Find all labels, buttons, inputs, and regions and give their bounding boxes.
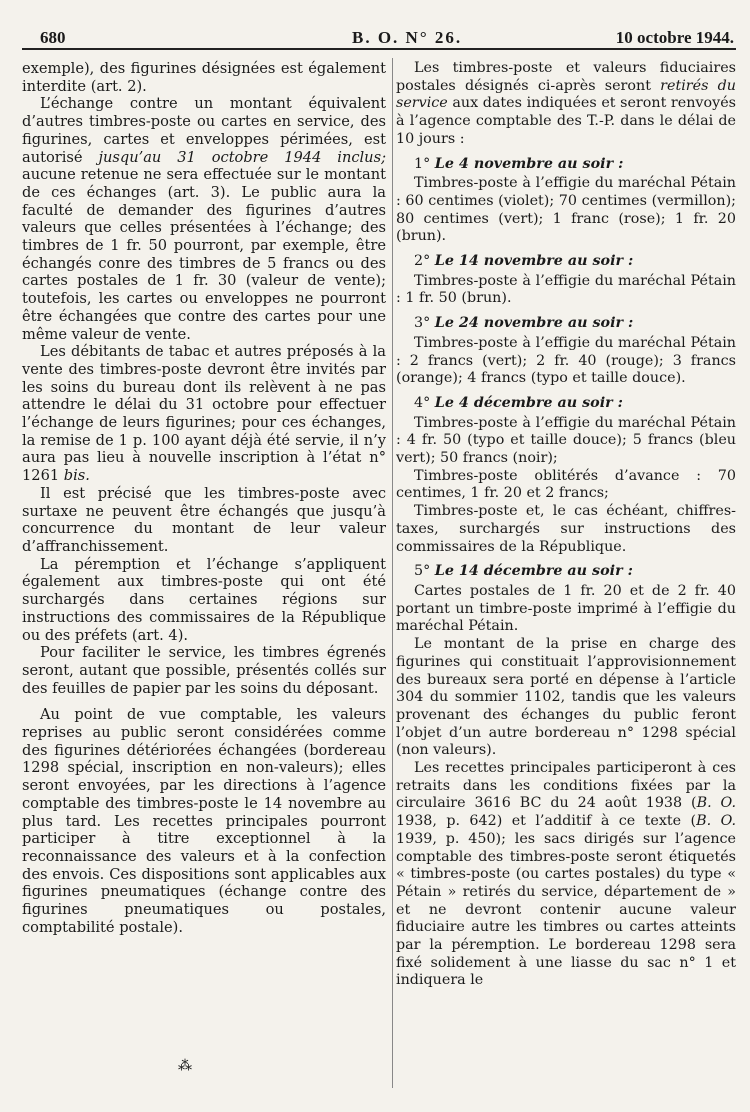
date-heading-4: 4° Le 4 décembre au soir : (414, 394, 623, 411)
date-heading-5: 5° Le 14 décembre au soir : (414, 563, 633, 580)
date-heading-3: 3° Le 24 novembre au soir : (414, 315, 634, 332)
date-items-2: Timbres-poste à l’effigie du maréchal Pétain : 1 fr. 50 (brun). (396, 272, 736, 307)
date-items-4a: Timbres-poste à l’effigie du maréchal Pétain : 4 fr. 50 (typo et taille douce); 5 francs (bleu vert); 50 francs (noir); (396, 414, 736, 467)
page-header (22, 14, 736, 50)
left-column (22, 60, 386, 936)
date-items-1: Timbres-poste à l’effigie du maréchal Pétain : 60 centimes (violet); 70 centimes (vermillon); 80 centimes (vert); 1 franc (rose); 1 fr. 20 (brun). (396, 175, 736, 245)
column-divider (392, 58, 393, 1088)
page-number: 680 (40, 28, 66, 47)
date-heading-1: 1° Le 4 novembre au soir : (414, 155, 624, 172)
paragraph-montant: Le montant de la prise en charge des figurines qui constituait l’approvisionnement des bureaux sera porté en dépense à l’article 304 du sommier 1102, tandis que les valeurs provenant des échanges du public feront l’objet d’un autre bordereau n° 1298 spécial (non valeurs). (396, 636, 736, 759)
paragraph-surtaxe: Il est précisé que les timbres-poste avec surtaxe ne peuvent être échangés que jusqu’à concurrence du montant de leur valeur d’affranchissement. (22, 484, 386, 555)
date-items-3: Timbres-poste à l’effigie du maréchal Pétain : 2 francs (vert); 2 fr. 40 (rouge); 3 francs (orange); 4 francs (typo et taille douce). (396, 334, 736, 387)
paragraph-service: Pour faciliter le service, les timbres égrenés seront, autant que possible, présentés collés sur des feuilles de papier par les soins du déposant. (22, 644, 386, 697)
date-heading-2: 2° Le 14 novembre au soir : (414, 253, 634, 270)
paragraph-debitants: Les débitants de tabac et autres préposés à la vente des timbres-poste devront être invités par les soins du bureau dont ils relèvent à ne pas attendre le délai du 31 octobre pour effectuer l’échange de leurs figurines; pour ces échanges, la remise de 1 p. 100 ayant déjà été servie, il n’y aura pas lieu à nouvelle inscription à l’état n° 1261 bis. (22, 343, 386, 485)
date-items-4c: Timbres-poste et, le cas échéant, chiffres-taxes, surchargés sur instructions des commissaires de la République. (396, 503, 736, 555)
paragraph: exemple), des figurines désignées est également interdite (art. 2). (22, 60, 386, 95)
bulletin-title: B. O. N° 26. (352, 28, 463, 47)
right-column (396, 60, 736, 990)
paragraph-echange: L’échange contre un montant équivalent d’autres timbres-poste ou cartes en service, des figurines, cartes et enveloppes périmées, est autorisé jusqu’au 31 octobre 1944 inclus; aucune retenue ne sera effectuée sur le montant de ces échanges (art. 3). Le public aura la faculté de demander des figurines d’autres valeurs que celles présentées à l’échange; des timbres de 1 fr. 50 pourront, par exemple, être échangés conre des timbres de 5 francs ou des cartes postales de 1 fr. 30 (valeur de vente); toutefois, les cartes ou enveloppes ne pourront être échangées que contre des cartes pour une même valeur de vente. (22, 95, 386, 343)
date-items-5: Cartes postales de 1 fr. 20 et de 2 fr. 40 portant un timbre-poste imprimé à l’effigie du maréchal Pétain. (396, 582, 736, 635)
asterism: ⁂ (178, 1058, 192, 1074)
date-items-4b: Timbres-poste oblitérés d’avance : 70 centimes, 1 fr. 20 et 2 francs; (396, 467, 736, 502)
paragraph-intro: Les timbres-poste et valeurs fiduciaires postales désignés ci-après seront retirés du service aux dates indiquées et seront renvoyés à l’agence comptable des T.-P. dans le délai de 10 jours : (396, 60, 736, 147)
paragraph-recettes: Les recettes principales participeront à ces retraits dans les conditions fixées par la circulaire 3616 BC du 24 août 1938 (B. O. 1938, p. 642) et l’additif à ce texte (B. O. 1939, p. 450); les sacs dirigés sur l’agence comptable des timbres-poste seront étiquetés « timbres-poste (ou cartes postales) du type « Pétain » retirés du service, département de » et ne devront contenir aucune valeur fiduciaire autre les timbres ou cartes atteints par la péremption. Le bordereau 1298 sera fixé solidement à une liasse du sac n° 1 et indiquera le (396, 760, 736, 989)
paragraph-comptable: Au point de vue comptable, les valeurs reprises au public seront considérées comme des figurines détériorées échangées (bordereau 1298 spécial, inscription en non-valeurs); elles seront envoyées, par les directions à l’agence comptable des timbres-poste le 14 novembre au plus tard. Les recettes principales pourront participer à titre exceptionnel à la reconnaissance des valeurs et à la confection des envois. Ces dispositions sont applicables aux figurines pneumatiques (échange contre des figurines pneumatiques ou postales, comptabilité postale). (22, 706, 386, 936)
issue-date: 10 octobre 1944. (615, 28, 734, 47)
paragraph-peremption: La péremption et l’échange s’appliquent également aux timbres-poste qui ont été surchargés dans certaines régions sur instructions des commissaires de la République ou des préfets (art. 4). (22, 555, 386, 644)
